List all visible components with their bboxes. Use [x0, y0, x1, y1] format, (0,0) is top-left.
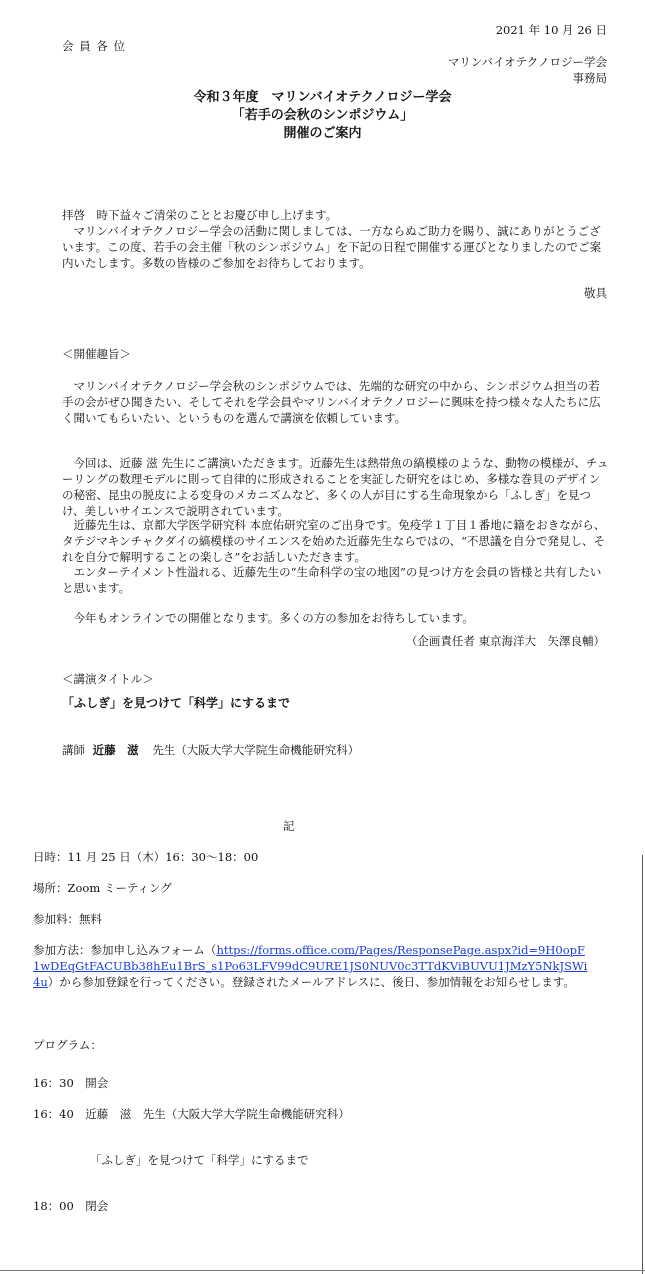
- program-talk: 16：40 近藤 滋 先生（大阪大学大学院生命機能研究科）: [33, 1107, 350, 1121]
- purpose-paragraph-3: 近藤先生は、京都大学医学研究科 本庶佑研究室のご出身です。免疫学１丁目１番地に籍をおきながら、タテジマキンチャクダイの縞模様のサイエンスを始めた近藤先生ならではの、“不思議を自分で発見し、それを自分で解明することの楽しさ”をお話しいただきます。: [62, 518, 606, 564]
- event-fee: 参加料：無料: [33, 912, 102, 926]
- speaker-line: [62, 742, 359, 758]
- lecture-title: 「ふしぎ」を見つけて「科学」にするまで: [62, 696, 291, 710]
- speaker-affiliation: 先生（大阪大学大学院生命機能研究科）: [152, 743, 360, 757]
- title-line-3: 開催のご案内: [283, 126, 362, 141]
- page-bottom-line: [0, 1270, 645, 1271]
- event-place: 場所：Zoom ミーティング: [33, 881, 172, 895]
- document-date: 2021 年 10 月 26 日: [495, 23, 607, 37]
- title-line-2: 「若手の会秋のシンポジウム」: [231, 108, 414, 123]
- ki-mark: 記: [283, 819, 295, 833]
- event-datetime: 日時：11 月 25 日（木）16：30〜18：00: [33, 850, 259, 864]
- registration-form-link[interactable]: https://forms.office.com/Pages/ResponsePage.aspx?id=9H0opF1wDEqGtFACUBb38hEu1BrS_s1Po63LFV99dC9URE1JS0NUV0c3TTdKViBUVU1JMzY5NkJSWi4u: [33, 943, 588, 989]
- speaker-label: 講師: [62, 743, 85, 757]
- program-talk-title: 「ふしぎ」を見つけて「科学」にするまで: [90, 1153, 309, 1167]
- sender-office: 事務局: [572, 71, 607, 85]
- greeting-body: マリンバイオテクノロジー学会の活動に関しましては、一方ならぬご助力を賜り、誠にありがとうございます。この度、若手の会主催「秋のシンポジウム」を下記の日程で開催する運びとなりましたのでご案内いたします。多数の皆様のご参加をお待ちしております。: [62, 224, 602, 270]
- registration-method-prefix: 参加方法：参加申し込みフォーム（: [33, 943, 217, 957]
- program-heading: プログラム：: [33, 1038, 102, 1052]
- registration-method: [33, 942, 588, 990]
- purpose-paragraph-5: 今年もオンラインでの開催となります。多くの方の参加をお待ちしています。: [73, 611, 474, 625]
- greeting-closing: 敬具: [584, 286, 607, 300]
- program-open: 16：30 開会: [33, 1076, 109, 1090]
- speaker-name: 近藤 滋: [92, 743, 139, 757]
- document-title: [0, 89, 645, 143]
- greeting-opening: 拝啓 時下益々ご清栄のこととお慶び申し上げます。: [62, 208, 338, 222]
- lecture-heading: ＜講演タイトル＞: [62, 672, 154, 686]
- purpose-paragraph-2: 今回は、近藤 滋 先生にご講演いただきます。近藤先生は熱帯魚の縞模様のような、動物の模様が、チューリングの数理モデルに則って自律的に形成されることを実証した研究をはじめ、多様な巻貝のデザインの秘密、昆虫の脱皮による変身のメカニズムなど、多くの人が目にする生命現象から「ふしぎ」を見つけ、美しいサイエンスで説明されています。: [62, 456, 609, 518]
- purpose-paragraph-1: マリンバイオテクノロジー学会秋のシンポジウムでは、先端的な研究の中から、シンポジウム担当の若手の会がぜひ聞きたい、そしてそれを学会員やマリンバイオテクノロジーに興味を持つ様々な人たちに広く聞いてもらいたい、というものを選んで講演を依頼しています。: [62, 379, 601, 425]
- purpose-heading: ＜開催趣旨＞: [62, 347, 131, 361]
- title-line-1: 令和３年度 マリンバイオテクノロジー学会: [193, 90, 452, 105]
- organizer-signature: （企画責任者 東京海洋大 矢澤良輔）: [405, 634, 605, 648]
- purpose-paragraph-4: エンターテイメント性溢れる、近藤先生の“生命科学の宝の地図”の見つけ方を会員の皆様と共有したいと思います。: [62, 565, 602, 595]
- recipient: 会 員 各 位: [62, 39, 126, 53]
- sender-organization: マリンバイオテクノロジー学会: [447, 55, 607, 69]
- program-close: 18：00 閉会: [33, 1199, 109, 1213]
- registration-method-suffix: ）から参加登録を行ってください。登録されたメールアドレスに、後日、参加情報をお知らせします。: [47, 975, 575, 989]
- page-edge-line: [642, 855, 643, 1274]
